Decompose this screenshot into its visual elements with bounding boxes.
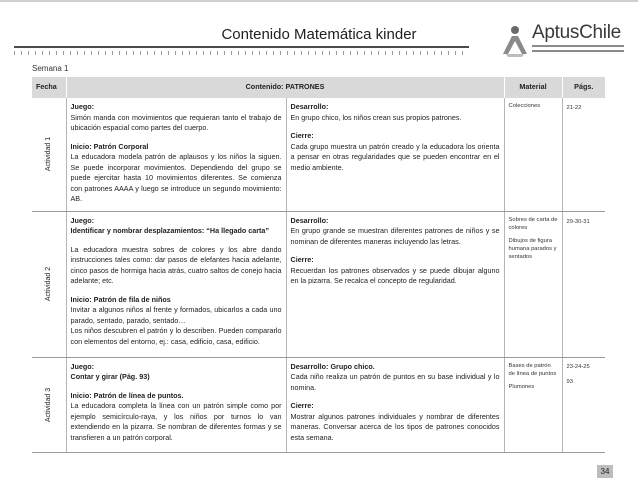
activity-cell <box>32 357 66 452</box>
juego-text: La educadora muestra sobres de colores y los abre dando instrucciones tales como: dar pasos de elefantes hacia adelante, cinco pasos de hormiga hacia atrás, cuatro saltos de conejo hacia adelante; etc. <box>70 244 282 285</box>
inicio-label: Inicio: Patrón Corporal <box>70 141 149 151</box>
material-item: Plumones <box>508 383 535 390</box>
page-title: Contenido Matemática kinder <box>221 26 417 43</box>
pags-value: 21-22 <box>566 105 582 111</box>
material-item: Colecciones <box>508 103 541 109</box>
top-border <box>0 0 638 2</box>
cierre-label: Cierre: <box>290 131 314 140</box>
desarrollo-cell <box>286 357 504 452</box>
juego-text: Simón manda con movimientos que requieran tanto el trabajo de ubicación espacial como partes del cuerpo. <box>70 112 282 132</box>
desarrollo-label: Desarrollo: Grupo chico. <box>290 361 375 371</box>
title-rule-ticks <box>14 51 469 55</box>
desarrollo-text: En grupo chico, los niños crean sus propios patrones. <box>290 112 462 122</box>
juego-name: Contar y girar (Pág. 93) <box>70 372 150 381</box>
logo-text: AptusChile <box>532 22 621 43</box>
col-header-material: Material <box>504 77 562 98</box>
col-header-fecha: Fecha <box>32 77 66 98</box>
cierre-text: Mostrar algunos patrones individuales y nombrar de diferentes maneras. Conversar acerca de los tipos de patrones conocidos esta semana. <box>290 411 500 442</box>
material-item: Sobres de carta de colores <box>508 216 558 231</box>
juego-cell <box>66 357 286 452</box>
week-label: Semana 1 <box>32 64 69 73</box>
table-row <box>32 211 605 357</box>
juego-title: Juego: <box>70 361 95 371</box>
pags-cell <box>562 211 605 357</box>
material-item: Dibujos de figura humana parados y sentados <box>508 237 557 260</box>
inicio-label: Inicio: Patrón de fila de niños <box>70 294 171 304</box>
material-cell <box>504 357 562 452</box>
extra-text: Los niños descubren el patrón y lo describen. Pueden compararlo con elementos del entorno, ej.: casa, edificio, casa, edificio. <box>70 326 282 346</box>
activity-cell <box>32 211 66 357</box>
pags-value: 23-24-25 <box>566 363 590 370</box>
juego-title: Juego: <box>70 215 95 225</box>
col-header-contenido: Contenido: PATRONES <box>66 77 504 98</box>
cierre-label: Cierre: <box>290 401 314 410</box>
aptus-logo <box>500 24 625 60</box>
activity-label: Actividad 1 <box>44 137 52 172</box>
activity-label: Actividad 2 <box>44 266 52 302</box>
juego-title: Juego: <box>70 102 95 111</box>
desarrollo-cell <box>286 98 504 211</box>
desarrollo-label: Desarrollo: <box>290 215 329 225</box>
pags-value: 29-30-31 <box>566 218 590 225</box>
desarrollo-label: Desarrollo: <box>290 102 329 111</box>
pags-cell <box>562 357 605 452</box>
inicio-text: Invitar a algunos niños al frente y formados, ubicarlos a cada uno parado, sentado, parado, sentado… <box>70 305 282 325</box>
material-item: Bases de patrón de línea de puntos <box>508 362 557 377</box>
inicio-text: La educadora completa la línea con un patrón simple como por ejemplo semicírculo-raya, y los niños por turnos lo van extendiendo en la pizarra. Se nombran de diferentes formas y se transfieren a un patrón corporal. <box>70 401 282 442</box>
desarrollo-cell <box>286 211 504 357</box>
juego-cell <box>66 211 286 357</box>
aptus-logo-icon <box>500 24 530 58</box>
table-header-row <box>32 77 605 98</box>
material-cell <box>504 211 562 357</box>
pags-value: 93 <box>566 379 573 385</box>
desarrollo-text: Cada niño realiza un patrón de puntos en su base individual y lo nomina. <box>290 372 500 392</box>
juego-cell <box>66 98 286 211</box>
cierre-text: Cada grupo muestra un patrón creado y la educadora los orienta a pensar en otras regularidades que se pueden encontrar en el medio ambiente. <box>290 141 500 172</box>
logo-tagline-line <box>532 45 624 47</box>
inicio-text: La educadora modela patrón de aplausos y los niños la siguen. Se puede incorporar movimientos. Dependiendo del grupo se puede ejercitar hasta 10 movimientos diferentes. Se comienza con patrones AAAA y luego se introduce un segundo movimiento: AB. <box>70 152 282 203</box>
pags-cell <box>562 98 605 211</box>
title-rule <box>14 46 469 48</box>
lesson-plan-table <box>32 77 605 453</box>
juego-name: Identificar y nombrar desplazamientos: “Ha llegado carta” <box>70 226 270 235</box>
page-number: 34 <box>597 465 613 478</box>
activity-label: Actividad 3 <box>44 387 52 422</box>
activity-cell <box>32 98 66 211</box>
cierre-label: Cierre: <box>290 255 314 264</box>
cierre-text: Recuerdan los patrones observados y se puede dibujar alguno en la pizarra. Se recalca el concepto de regularidad. <box>290 265 500 285</box>
table-row <box>32 98 605 211</box>
table-row <box>32 357 605 452</box>
material-cell <box>504 98 562 211</box>
desarrollo-text: En grupo grande se muestran diferentes patrones de niños y se nominan de diferentes maneras incluyendo las letras. <box>290 226 500 246</box>
col-header-pags: Págs. <box>562 77 605 98</box>
inicio-label: Inicio: Patrón de línea de puntos. <box>70 390 184 400</box>
logo-tagline-line <box>532 50 624 52</box>
